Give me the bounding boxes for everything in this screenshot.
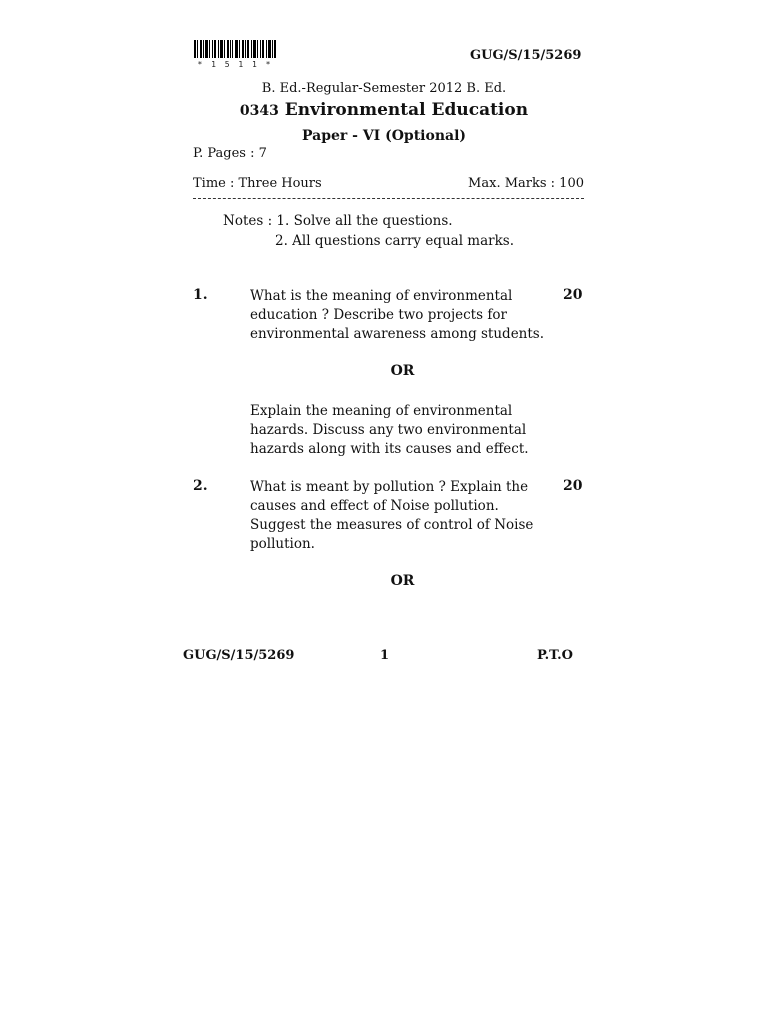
question-alternative-text: Explain the meaning of environmental hazards. Discuss any two environmental hazards along with its causes and effect. <box>250 403 529 457</box>
or-separator: OR <box>390 573 415 589</box>
question-marks: 20 <box>563 478 583 494</box>
paper-title: Paper - VI (Optional) <box>301 128 467 144</box>
question-marks: 20 <box>563 287 583 303</box>
or-separator: OR <box>390 363 415 379</box>
notes <box>223 211 514 251</box>
program-title: B. Ed.-Regular-Semester 2012 B. Ed. <box>261 81 507 96</box>
barcode-number: * 1 5 1 1 * <box>197 60 273 69</box>
question-number: 2. <box>193 478 208 494</box>
question-number: 1. <box>193 287 208 303</box>
note-line-2: 2. All questions carry equal marks. <box>275 233 515 249</box>
exam-duration: Time : Three Hours <box>193 176 322 191</box>
subject-name: Environmental Education <box>284 100 529 120</box>
paper-code: GUG/S/15/5269 <box>470 48 582 63</box>
subject-code: 0343 <box>239 103 279 119</box>
barcode-bars <box>194 40 276 60</box>
footer-page-number: 1 <box>380 648 390 663</box>
footer-pto: P.T.O <box>537 648 573 663</box>
note-line-1: Notes : 1. Solve all the questions. <box>223 213 453 229</box>
max-marks: Max. Marks : 100 <box>468 176 584 191</box>
question-text: What is the meaning of environmental education ? Describe two projects for environmental awareness among students. <box>250 288 545 342</box>
subject-title <box>0 100 768 120</box>
page-count: P. Pages : 7 <box>193 146 267 161</box>
barcode <box>194 40 276 69</box>
dashed-divider <box>193 198 584 199</box>
footer-paper-code: GUG/S/15/5269 <box>183 648 295 663</box>
question-text: What is meant by pollution ? Explain the causes and effect of Noise pollution. Suggest the measures of control of Noise pollution. <box>250 479 534 552</box>
